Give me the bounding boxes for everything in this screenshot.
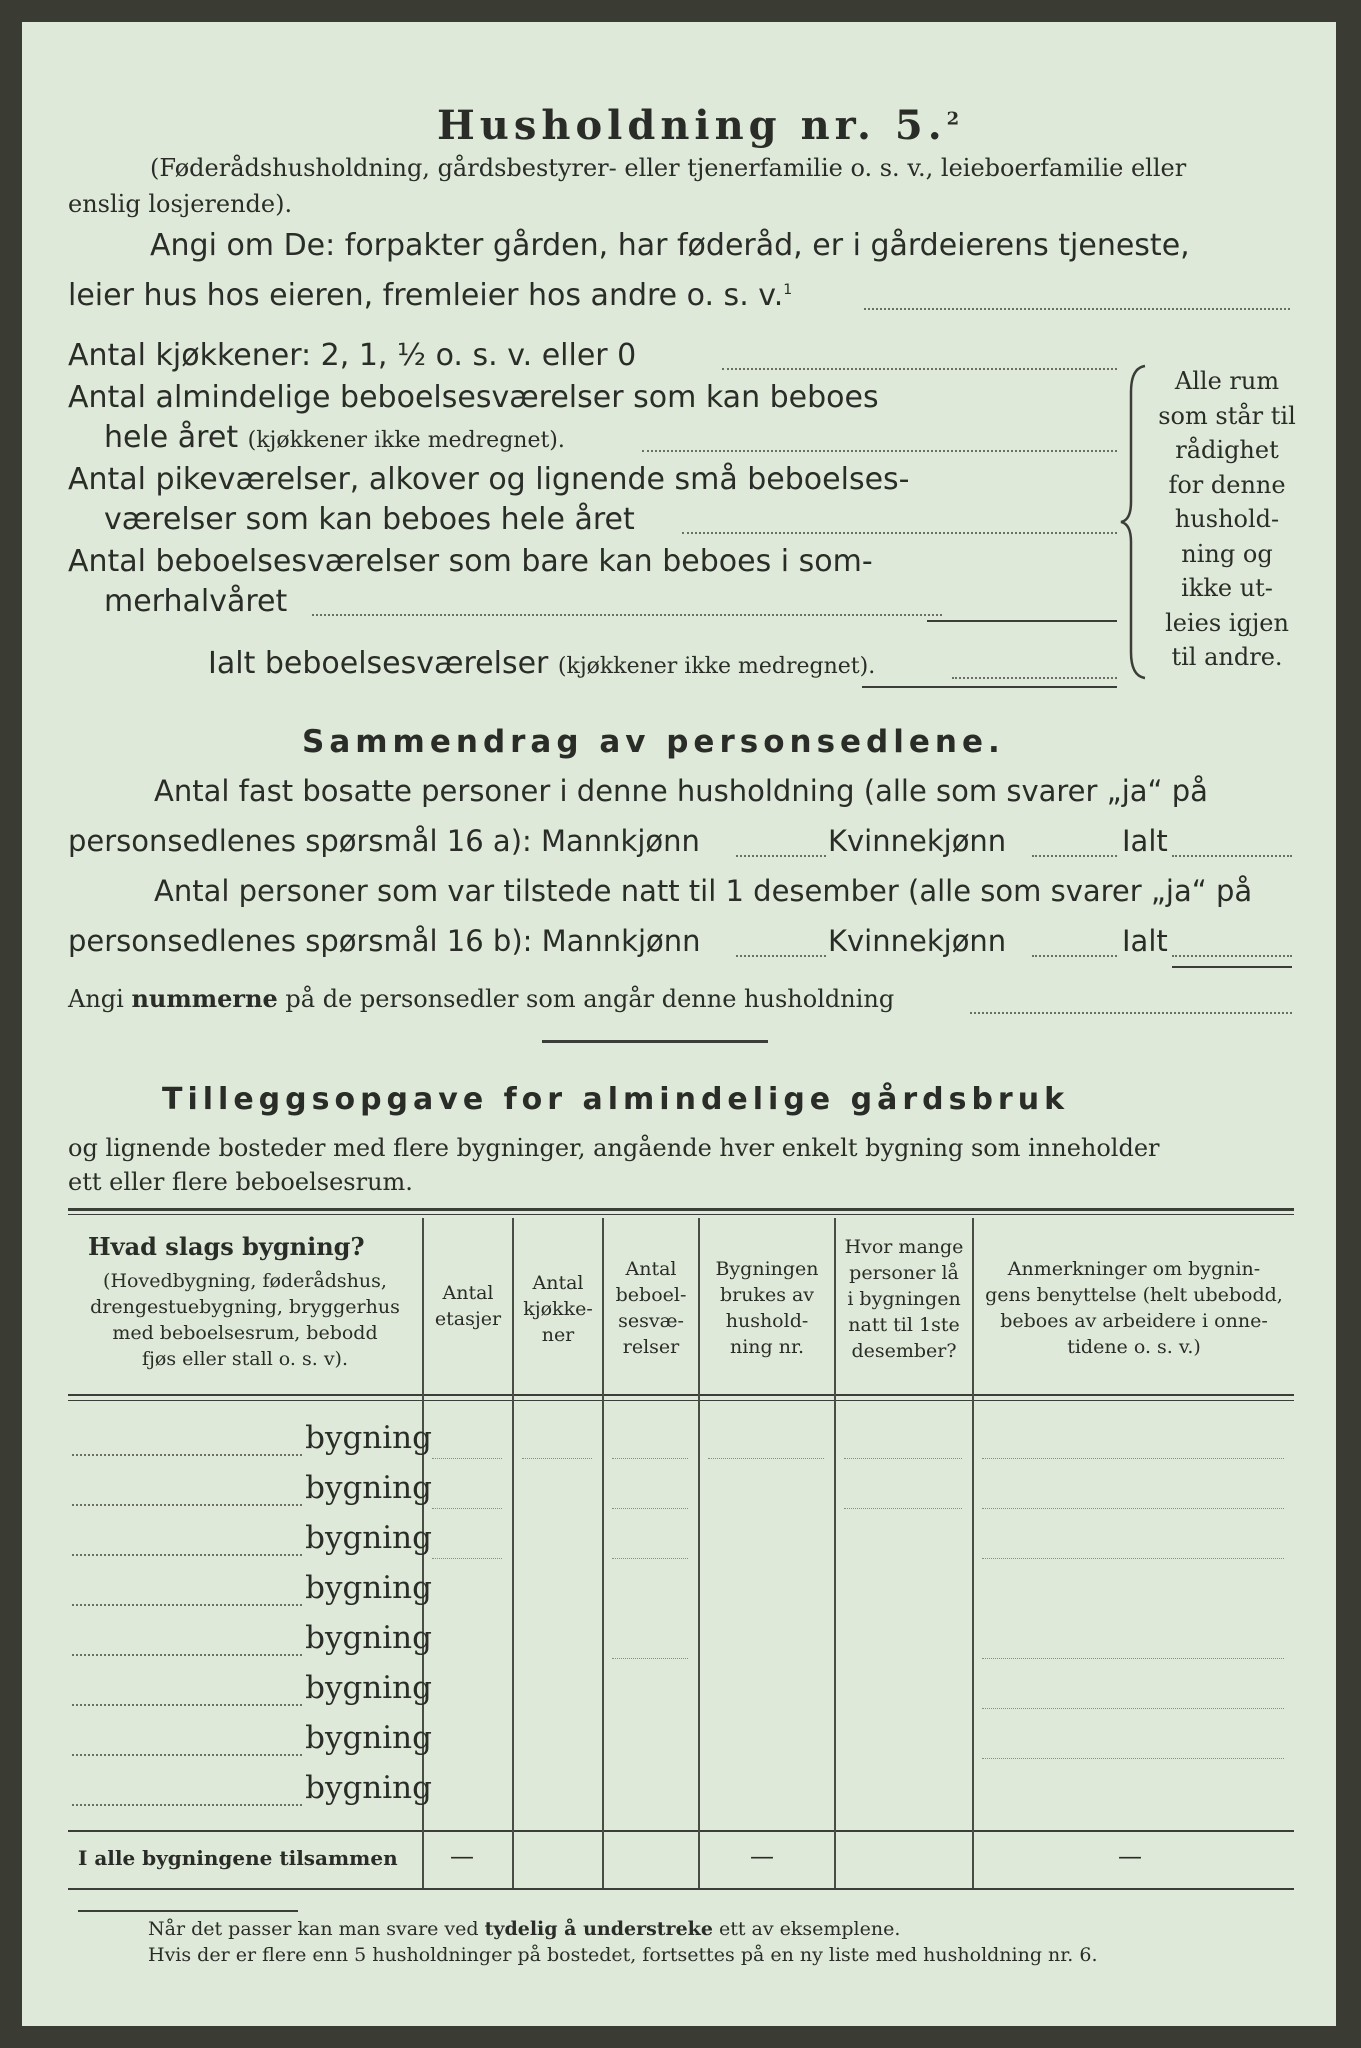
- total-household-dash: —: [750, 1842, 774, 1870]
- kitchens-answer-line: [722, 368, 1117, 370]
- census-form-page: [22, 22, 1336, 2026]
- side-note: Alle rum som står til rådighet for denne hushold- ning og ikke ut- leies igjen til andre.: [1158, 367, 1296, 671]
- intro-line-2: leier hus hos eieren, fremleier hos andre o. s. v.$^1$: [68, 278, 793, 313]
- resident-male-answer: [736, 855, 826, 857]
- summer-rooms-label-cont: merhalvåret: [104, 584, 288, 619]
- col-remarks: Anmerkninger om bygnin- gens benyttelse (helt ubebodd, beboes av arbeidere i onne- tidene o. s. v.): [985, 1258, 1283, 1358]
- table-bottom-rule: [68, 1888, 1294, 1890]
- total-row-label: I alle bygningene tilsammen: [78, 1846, 398, 1870]
- present-total-underline: [1172, 966, 1292, 968]
- summer-rooms-label: Antal beboelsesværelser som bare kan beboes i som-: [68, 544, 873, 579]
- total-floors-dash: —: [450, 1842, 474, 1870]
- present-male-answer: [736, 955, 826, 957]
- table-header-rule: [68, 1394, 1294, 1396]
- intro-answer-line: [864, 308, 1290, 310]
- ordinary-rooms-label: Antal almindelige beboelsesværelser som kan beboes: [68, 380, 879, 415]
- kitchens-label: Antal kjøkkener: 2, 1, ½ o. s. v. eller 0: [68, 338, 637, 373]
- resident-total-label: Ialt: [1122, 824, 1168, 858]
- resident-line-2: personsedlenes spørsmål 16 a): Mannkjønn: [68, 824, 700, 858]
- table-total-rule: [68, 1830, 1294, 1832]
- col-household-no: Bygningen brukes av hushold- ning nr.: [715, 1258, 819, 1358]
- col-living-rooms: Antal beboel- sesvæ- relser: [615, 1258, 687, 1358]
- resident-total-answer: [1172, 855, 1292, 857]
- row-bygning-3: bygning: [305, 1520, 432, 1556]
- summer-rooms-answer-rule: [927, 620, 1117, 622]
- summer-rooms-dots: [312, 614, 942, 616]
- row-bygning-8: bygning: [305, 1770, 432, 1806]
- present-female-label: Kvinnekjønn: [828, 924, 1007, 958]
- col-building-type-desc: (Hovedbygning, føderådshus, drengestuebygning, bryggerhus med beboelsesrum, bebodd fjøs eller stall o. s. v).: [90, 1270, 400, 1370]
- household-note: (Føderådshusholdning, gårdsbestyrer- eller tjenerfamilie o. s. v., leieboerfamilie eller: [150, 154, 1187, 182]
- maid-rooms-answer-line: [682, 532, 1117, 534]
- summary-title: Sammendrag av personsedlene.: [302, 724, 1005, 760]
- resident-line-1: Antal fast bosatte personer i denne husholdning (alle som svarer „ja“ på: [154, 774, 1208, 808]
- numbers-answer-line: [970, 1012, 1292, 1014]
- total-rooms-underline: [862, 686, 1117, 688]
- section-divider: [542, 1040, 768, 1043]
- present-total-answer: [1172, 955, 1292, 957]
- numbers-line: Angi nummerne på de personsedler som angår denne husholdning: [68, 984, 895, 1013]
- maid-rooms-label-cont: værelser som kan beboes hele året: [104, 502, 635, 537]
- row-bygning-2: bygning: [305, 1470, 432, 1506]
- brace-icon: [1117, 362, 1157, 682]
- household-note-cont: enslig losjerende).: [68, 190, 293, 218]
- row-bygning-6: bygning: [305, 1670, 432, 1706]
- supplement-desc-2: ett eller flere beboelsesrum.: [68, 1168, 413, 1196]
- table-top-rule: [68, 1208, 1294, 1211]
- row-bygning-7: bygning: [305, 1720, 432, 1756]
- intro-line-1: Angi om De: forpakter gården, har føderåd, er i gårdeierens tjeneste,: [150, 228, 1190, 263]
- supplement-title: Tilleggsopgave for almindelige gårdsbruk: [162, 1082, 1070, 1117]
- row-bygning-5: bygning: [305, 1620, 432, 1656]
- col-persons: Hvor mange personer lå i bygningen natt til 1ste desember?: [844, 1236, 964, 1362]
- household-title: Husholdning nr. 5.$^2$: [437, 102, 965, 149]
- total-rooms-label: Ialt beboelsesværelser (kjøkkener ikke medregnet).: [208, 646, 876, 681]
- ordinary-rooms-label-cont: hele året (kjøkkener ikke medregnet).: [104, 420, 565, 455]
- present-line-2: personsedlenes spørsmål 16 b): Mannkjønn: [68, 924, 701, 958]
- present-total-label: Ialt: [1122, 924, 1168, 958]
- footnote-1: Når det passer kan man svare ved tydelig å understreke ett av eksemplene.: [148, 1918, 901, 1940]
- resident-female-label: Kvinnekjønn: [828, 824, 1007, 858]
- supplement-desc-1: og lignende bosteder med flere bygninger, angående hver enkelt bygning som inneholder: [68, 1134, 1160, 1162]
- present-female-answer: [1032, 955, 1117, 957]
- col-floors: Antal etasjer: [434, 1282, 502, 1330]
- footnote-2: Hvis der er flere enn 5 husholdninger på bostedet, fortsettes på en ny liste med husholdning nr. 6.: [148, 1944, 1098, 1966]
- footnote-rule: [78, 1910, 298, 1912]
- col-building-type-title: Hvad slags bygning?: [88, 1232, 365, 1261]
- total-remarks-dash: —: [1118, 1842, 1142, 1870]
- present-line-1: Antal personer som var tilstede natt til 1 desember (alle som svarer „ja“ på: [154, 874, 1253, 908]
- row-bygning-4: bygning: [305, 1570, 432, 1606]
- resident-female-answer: [1032, 855, 1117, 857]
- row-bygning-1: bygning: [305, 1420, 432, 1456]
- maid-rooms-label: Antal pikeværelser, alkover og lignende små beboelses-: [68, 462, 910, 497]
- total-rooms-answer-line: [952, 677, 1117, 679]
- ordinary-rooms-answer-line: [642, 450, 1117, 452]
- col-kitchens: Antal kjøkke- ner: [523, 1272, 593, 1346]
